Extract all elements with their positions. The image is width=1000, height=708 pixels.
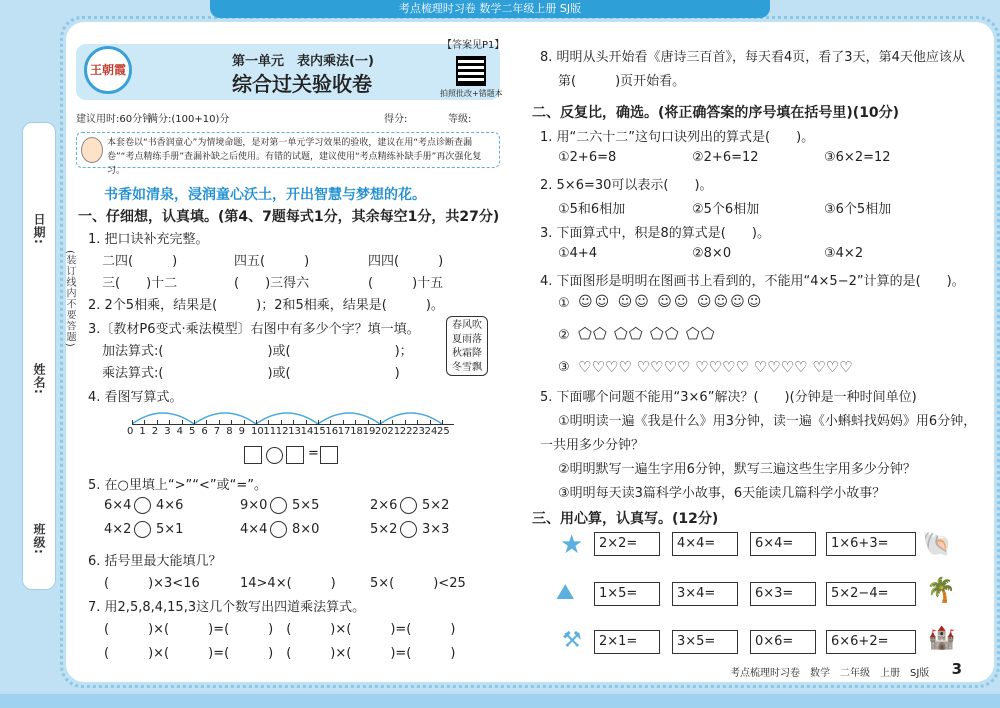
q1-stem: 1. 把口诀补充完整。 [88,232,209,247]
number-line-label: 23 [412,426,425,437]
number-line-label: 15 [313,426,326,437]
answer-box[interactable] [244,446,262,464]
poem-box [446,316,488,376]
q8-blank[interactable]: 第( )页开始看。 [558,74,686,89]
q6-item[interactable]: 5×( )<25 [370,576,466,591]
shovel-icon: ⚒ [562,628,582,653]
starfish-icon: ★ [560,530,584,560]
q1-blank[interactable]: 二四( ) [102,254,178,269]
number-line-label: 11 [263,426,277,437]
section-3-title: 三、用心算，认真写。(12分) [532,511,719,527]
calc-box[interactable]: 2×1= [594,630,660,654]
calc-box[interactable]: 0×6= [750,630,816,654]
number-line-label: 9 [238,426,245,437]
main-title: 综合过关验收卷 [232,72,372,96]
q2-stem[interactable]: 2. 2个5相乘，结果是( )；2和5相乘，结果是( )。 [88,298,444,313]
r1-option: ②2+6=12 [692,150,759,165]
poem-line: 春风吹 [452,320,482,331]
q5-left: 2×6 [370,498,398,513]
number-line-label: 25 [437,426,450,437]
number-line-tick [244,420,245,425]
sandcastle-icon: 🏰 [928,626,956,651]
section-2-title: 二、反复比，确选。(将正确答案的序号填在括号里)(10分) [532,105,900,121]
number-line-label: 19 [362,426,376,437]
r4-option: ② [558,328,570,343]
q3-multiplication[interactable]: 乘法算式:( )或( ) [102,366,400,381]
smiley-faces-icon: ☺☺ ☺☺ ☺☺ ☺☺☺☺ [578,294,764,310]
calc-box[interactable]: 6×6+2= [826,630,916,654]
q3-addition[interactable]: 加法算式:( )或( )； [102,344,413,359]
number-line-label: 21 [387,426,401,437]
number-line-tick [144,420,145,425]
poem-line: 秋霜降 [452,348,482,359]
r5-option-cont: 一共用多少分钟？ [540,438,645,453]
binding-hint: (装订线内不要答题) [64,250,75,348]
operator-circle[interactable] [266,447,283,464]
number-line-tick [281,420,282,425]
compare-circle[interactable] [400,497,417,514]
island-icon: 🌴 [926,576,956,604]
q5-left: 9×0 [240,498,268,513]
r5-option: ①明明读一遍《我是什么》用3分钟，读一遍《小蝌蚪找妈妈》用6分钟， [558,414,977,429]
r2-option: ③6个5相加 [824,202,892,217]
number-line-tick [293,420,294,425]
r5-option: ③明明每天读3篇科学小故事，6天能读几篇科学小故事？ [558,486,886,501]
calc-box[interactable]: 3×5= [672,630,738,654]
number-line-tick [442,420,443,425]
compare-circle[interactable] [400,521,417,538]
q5-right: 5×2 [422,498,450,513]
slogan: 书香如清泉，浸润童心沃土，开出智慧与梦想的花。 [104,187,426,203]
number-line-label: 24 [424,426,438,437]
number-line-tick [256,420,257,425]
equals-sign: = [308,446,319,461]
q5-left: 4×4 [240,522,268,537]
q5-right: 3×3 [422,522,450,537]
r3-option: ③4×2 [824,246,864,261]
number-line-tick [169,420,170,425]
q7-row[interactable]: ( )×( )=( ) ( )×( )=( ) [104,646,456,661]
calc-box[interactable]: 6×4= [750,532,816,556]
number-line-tick [182,420,183,425]
number-line-tick [355,420,356,425]
r4-option: ③ [558,360,570,375]
bottom-band [0,694,1000,708]
number-line-tick [417,420,418,425]
r5-option: ②明明默写一遍生字用6分钟，默写三遍这些生字用多少分钟？ [558,462,916,477]
compare-circle[interactable] [270,521,287,538]
sidebar-name: 姓名: [32,363,46,395]
calc-box[interactable]: 5×2−4= [826,582,916,606]
number-line-label: 10 [251,426,264,437]
page-number: 3 [951,660,962,678]
score-label: 得分: [384,114,408,125]
number-line-tick [405,420,406,425]
q1-blank[interactable]: 四四( ) [368,254,444,269]
number-line-label: 13 [288,426,301,437]
r4-stem[interactable]: 4. 下面图形是明明在图画书上看到的，不能用“4×5−2”计算的是( )。 [540,274,965,289]
answer-box[interactable] [286,446,304,464]
calc-box[interactable]: 2×2= [594,532,660,556]
number-line-label: 2 [151,426,159,437]
intro-note: 本套卷以“书香润童心”为情境命题，是对第一单元学习效果的验收，建议在用“考点诊断查漏卷”“考点精练手册”查漏补缺之后使用。有错的试题，建议使用“考点精练补缺手册”再次强化复习。 [107,138,482,176]
number-line-tick [132,420,133,425]
r3-option: ②8×0 [692,246,732,261]
number-line-label: 7 [213,426,221,437]
q7-row[interactable]: ( )×( )=( ) ( )×( )=( ) [104,622,456,637]
q5-stem: 5. 在○里填上“>”“<”或“=”。 [88,478,267,493]
q4-stem: 4. 看图写算式。 [88,390,183,405]
calc-box[interactable]: 4×4= [672,532,738,556]
intro-note-box [76,132,500,176]
number-line-label: 20 [375,426,388,437]
number-line-tick [318,420,319,425]
q1-blank[interactable]: 三( )十二 [102,276,178,291]
unit-title: 第一单元 表内乘法(一) [232,54,374,69]
answer-box[interactable] [320,446,338,464]
pentagons-icon: ⬠⬠ ⬠⬠ ⬠⬠ ⬠⬠ [578,324,716,343]
number-line-tick [368,420,369,425]
compare-circle[interactable] [134,521,151,538]
r3-stem[interactable]: 3. 下面算式中，积是8的算式是( )。 [540,226,770,241]
q6-item[interactable]: 14>4×( ) [240,576,336,591]
number-line-label: 4 [176,426,183,437]
answer-reference: 【答案见P1】 [442,40,505,51]
number-line-tick [380,420,381,425]
qr-caption: 拍照批改+错题本 [440,89,503,98]
binding-sidebar [22,122,56,590]
section-1-title: 一、仔细想，认真填。(第4、7题每式1分，其余每空1分，共27分) [78,209,500,225]
suggested-time: 建议用时:60分钟 [76,114,153,125]
number-line-label: 1 [139,426,146,437]
q5-left: 6×4 [104,498,132,513]
number-line-tick [392,420,393,425]
q7-stem: 7. 用2,5,8,4,15,3这几个数写出四道乘法算式。 [88,600,366,615]
compare-circle[interactable] [134,497,151,514]
r2-option: ①5和6相加 [558,202,626,217]
number-line-label: 16 [325,426,339,437]
rock-icon: ⛰ [556,580,575,605]
seashell-icon: 🐚 [922,530,952,558]
poem-line: 夏雨落 [452,334,482,345]
number-line-tick [430,420,431,425]
top-band: 考点梳理时习卷 数学二年级上册 SJ版 [210,0,770,18]
compare-circle[interactable] [270,497,287,514]
poem-line: 冬雪飘 [452,362,482,373]
q3-stem: 3.〔教材P6变式·乘法模型〕右图中有多少个字？填一填。 [88,322,420,337]
r2-stem[interactable]: 2. 5×6=30可以表示( )。 [540,178,713,193]
q5-right: 4×6 [156,498,184,513]
q1-blank[interactable]: ( )十五 [368,276,444,291]
girl-avatar-icon [81,137,103,163]
number-line-tick [206,420,207,425]
hearts-icon: ♡♡♡♡ ♡♡♡♡ ♡♡♡♡ ♡♡♡♡ ♡♡♡ [578,358,853,376]
q5-right: 5×5 [292,498,320,513]
calc-box[interactable]: 3×4= [672,582,738,606]
r2-option: ②5个6相加 [692,202,760,217]
q5-left: 4×2 [104,522,132,537]
number-line-label: 3 [164,426,171,437]
r1-option: ①2+6=8 [558,150,617,165]
number-line-tick [330,420,331,425]
number-line-tick [231,420,232,425]
q8-stem: 8. 明明从头开始看《唐诗三百首》，每天看4页，看了3天，第4天他应该从 [540,50,965,65]
q1-blank[interactable]: 四五( ) [234,254,310,269]
number-line-label: 14 [300,426,314,437]
q1-blank[interactable]: ( )三得六 [234,276,310,291]
number-line-label: 17 [337,426,351,437]
number-line-label: 18 [350,426,363,437]
number-line-tick [157,420,158,425]
number-line-label: 8 [226,426,233,437]
number-line-label: 22 [399,426,413,437]
q5-right: 8×0 [292,522,320,537]
number-line-label: 5 [189,426,196,437]
number-line-tick [343,420,344,425]
footer: 考点梳理时习卷 数学 二年级 上册 SJ版 [730,668,930,679]
full-score: 满分:(100+10)分 [148,114,230,125]
grade-label: 等级: [448,114,472,125]
number-line-label: 12 [275,426,289,437]
r3-option: ①4+4 [558,246,598,261]
q6-stem: 6. 括号里最大能填几？ [88,554,222,569]
number-line-label: 0 [127,426,134,437]
number-line-label: 6 [201,426,208,437]
sidebar-date: 日期: [32,213,46,245]
calc-box[interactable]: 6×3= [750,582,816,606]
q6-item[interactable]: ( )×3<16 [104,576,200,591]
sidebar-class: 班级: [32,523,46,555]
r1-stem[interactable]: 1. 用“二六十二”这句口诀列出的算式是( )。 [540,130,815,145]
number-line-tick [194,420,195,425]
calc-box[interactable]: 1×5= [594,582,660,606]
r5-stem[interactable]: 5. 下面哪个问题不能用“3×6”解决？( )(分钟是一种时间单位) [540,390,917,405]
number-line-tick [306,420,307,425]
q5-right: 5×1 [156,522,184,537]
number-line-tick [268,420,269,425]
number-line-tick [219,420,220,425]
brand-logo: 王朝霞 [84,46,132,94]
calc-box[interactable]: 1×6+3= [826,532,916,556]
qr-code-icon[interactable] [456,56,486,86]
r1-option: ③6×2=12 [824,150,891,165]
r4-option: ① [558,296,570,311]
q5-left: 5×2 [370,522,398,537]
